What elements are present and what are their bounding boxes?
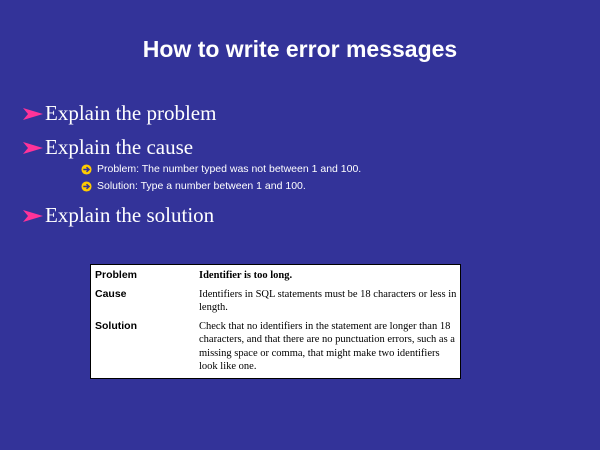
arrow-bullet-icon bbox=[22, 141, 44, 155]
circle-arrow-bullet-icon bbox=[81, 164, 92, 175]
arrow-bullet-icon bbox=[22, 209, 44, 223]
row-label: Solution bbox=[95, 320, 137, 332]
row-text: Check that no identifiers in the statement are longer than 18 characters, and that there are no punctuation errors, such as a missing space or comma, that might make two identifiers look like one. bbox=[199, 321, 455, 372]
row-text: Identifier is too long. bbox=[199, 270, 293, 281]
subbullet-text: Problem: The number typed was not between 1 and 100. bbox=[97, 163, 362, 175]
bullet-text: Explain the problem bbox=[45, 101, 217, 125]
slide-title: How to write error messages bbox=[142, 36, 458, 62]
subbullet-problem bbox=[81, 163, 361, 175]
subbullet-solution bbox=[81, 180, 306, 192]
bullet-explain-problem bbox=[22, 101, 216, 126]
row-label: Problem bbox=[95, 269, 138, 281]
bullet-text: Explain the solution bbox=[45, 203, 215, 227]
bullet-text: Explain the cause bbox=[45, 135, 194, 159]
row-text: Identifiers in SQL statements must be 18 characters or less in length. bbox=[199, 289, 457, 314]
bullet-explain-solution bbox=[22, 203, 214, 228]
circle-arrow-bullet-icon bbox=[81, 181, 92, 192]
subbullet-text: Solution: Type a number between 1 and 100. bbox=[97, 180, 306, 192]
arrow-bullet-icon bbox=[22, 107, 44, 121]
example-error-message-table bbox=[90, 264, 461, 379]
bullet-explain-cause bbox=[22, 135, 193, 160]
row-label: Cause bbox=[95, 288, 127, 300]
